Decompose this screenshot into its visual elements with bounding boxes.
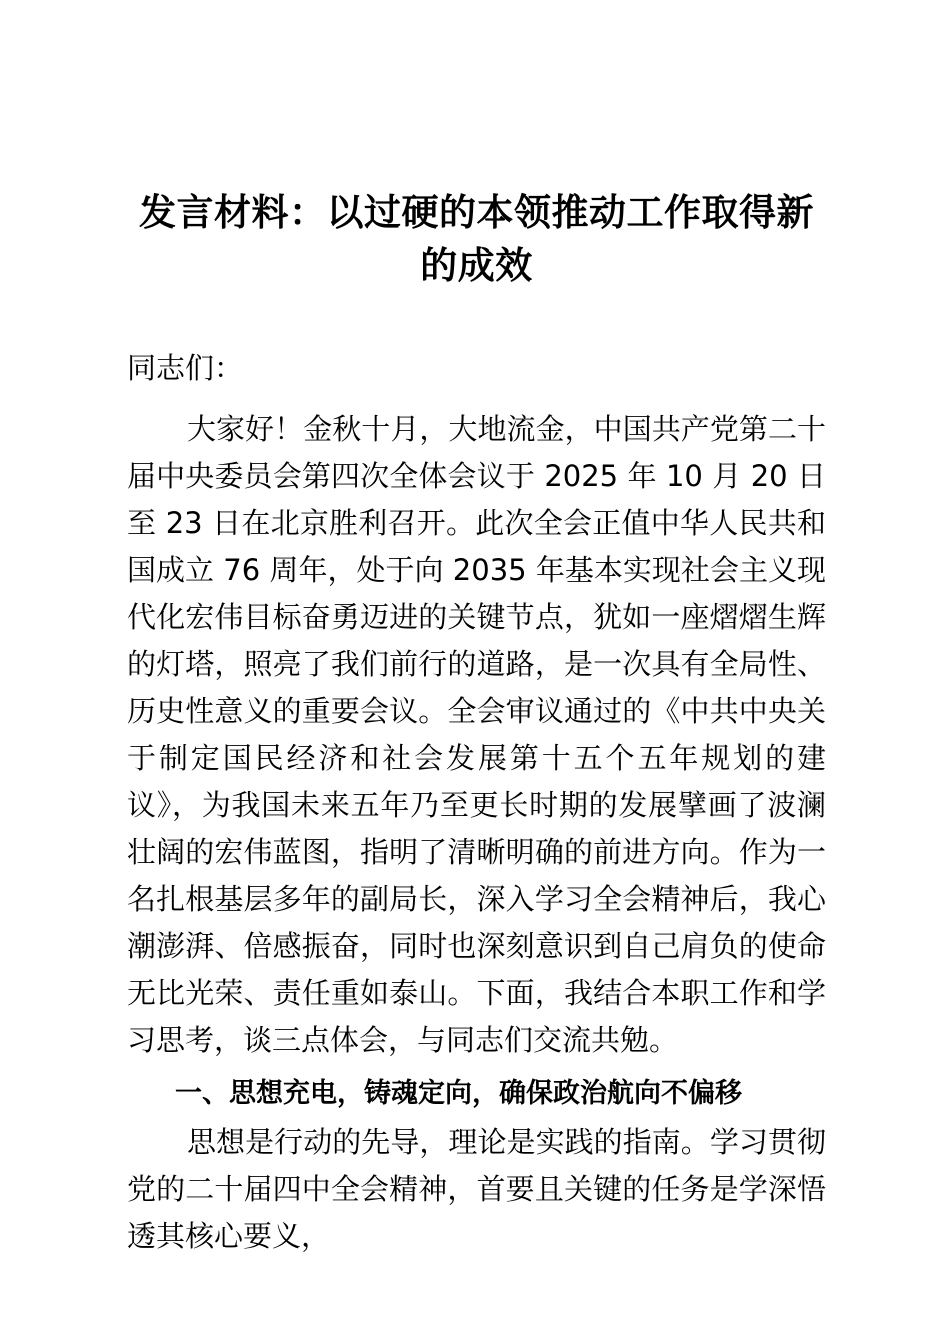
salutation: 同志们：: [127, 351, 244, 385]
page-title: 发言材料：以过硬的本领推动工作取得新的成效: [139, 190, 814, 287]
paragraph-section-one-body: 思想是行动的先导，理论是实践的指南。学习贯彻党的二十届四中全会精神，首要且关键的任务是学深悟透其核心要义，: [127, 1125, 826, 1253]
paragraph-opening: 大家好！金秋十月，大地流金，中国共产党第二十届中央委员会第四次全体会议于 2025 年 10 月 20 日至 23 日在北京胜利召开。此次全会正值中华人民共和国成立 76 周年，处于向 2035 年基本实现社会主义现代化宏伟目标奋勇迈进的关键节点，犹如一座熠熠生辉的灯塔，照亮了我们前行的道路，是一次具有全局性、历史性意义的重要会议。全会审议通过的《中共中央关于制定国民经济和社会发展第十五个五年规划的建议》，为我国未来五年乃至更长时期的发展擘画了波澜壮阔的宏伟蓝图，指明了清晰明确的前进方向。作为一名扎根基层多年的副局长，深入学习全会精神后，我心潮澎湃、倍感振奋，同时也深刻意识到自己肩负的使命无比光荣、责任重如泰山。下面，我结合本职工作和学习思考，谈三点体会，与同志们交流共勉。: [127, 412, 826, 1057]
document-content: [127, 0, 826, 1260]
section-heading-one: 一、思想充电，铸魂定向，确保政治航向不偏移: [175, 1078, 742, 1109]
